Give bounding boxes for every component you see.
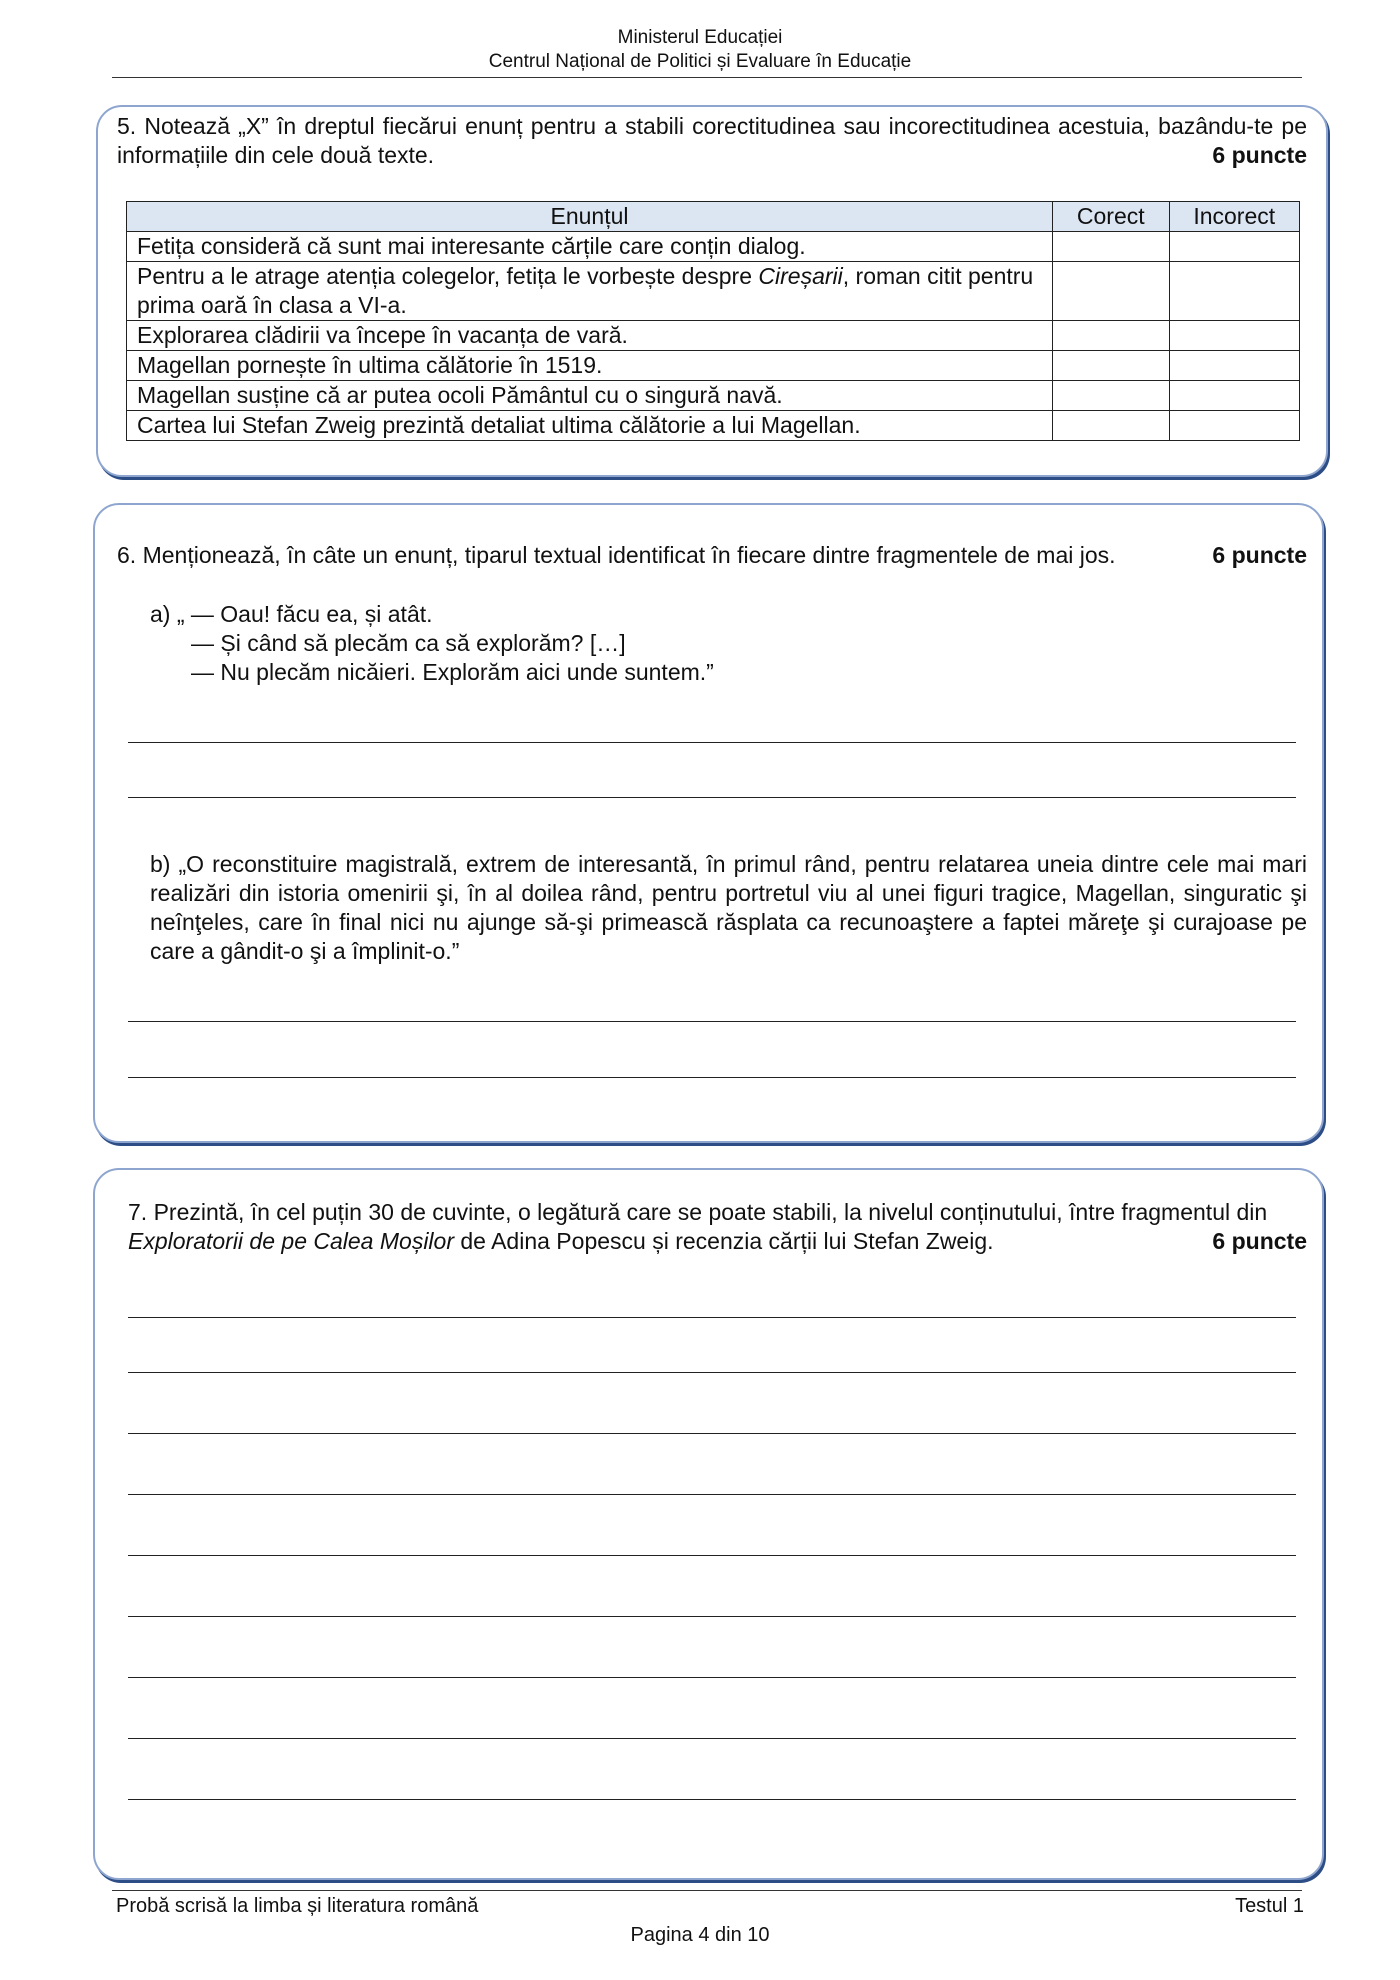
- statement-cell: Explorarea clădirii va începe în vacanța de vară.: [127, 321, 1053, 351]
- page-header: [0, 26, 1400, 74]
- incorrect-cell[interactable]: [1169, 321, 1300, 351]
- question-5-points: 6 puncte: [1212, 142, 1307, 168]
- question-7-box: [93, 1168, 1324, 1880]
- incorrect-cell[interactable]: [1169, 232, 1300, 262]
- column-header-incorrect: Incorect: [1169, 202, 1300, 232]
- statement-cell: Fetița consideră că sunt mai interesante cărțile care conțin dialog.: [127, 232, 1053, 262]
- statement-cell: Magellan pornește în ultima călătorie în 1519.: [127, 351, 1053, 381]
- question-6-box: [93, 503, 1324, 1143]
- answer-line[interactable]: [128, 742, 1296, 743]
- answer-line[interactable]: [128, 1317, 1296, 1318]
- answer-line[interactable]: [128, 1555, 1296, 1556]
- correct-cell[interactable]: [1053, 411, 1169, 441]
- question-7-points: 6 puncte: [1212, 1228, 1307, 1254]
- column-header-statement: Enunțul: [127, 202, 1053, 232]
- statement-cell: Pentru a le atrage atenția colegelor, fetița le vorbește despre Cireșarii, roman citit pentru prima oară în clasa a VI-a.: [127, 262, 1053, 321]
- incorrect-cell[interactable]: [1169, 262, 1300, 321]
- table-row: [127, 262, 1300, 321]
- correct-cell[interactable]: [1053, 351, 1169, 381]
- question-7-text: [128, 1198, 1307, 1256]
- answer-line[interactable]: [128, 1372, 1296, 1373]
- footer-rule: [112, 1890, 1302, 1891]
- incorrect-cell[interactable]: [1169, 381, 1300, 411]
- table-row: [127, 321, 1300, 351]
- header-rule: [112, 77, 1302, 78]
- table-row: [127, 411, 1300, 441]
- footer-subject: Probă scrisă la limba și literatura română: [116, 1895, 479, 1917]
- correct-cell[interactable]: [1053, 232, 1169, 262]
- answer-line[interactable]: [128, 1433, 1296, 1434]
- table-row: [127, 232, 1300, 262]
- correct-cell[interactable]: [1053, 381, 1169, 411]
- center-name: Centrul Național de Politici și Evaluare în Educație: [488, 51, 912, 72]
- incorrect-cell[interactable]: [1169, 411, 1300, 441]
- column-header-correct: Corect: [1053, 202, 1169, 232]
- question-5-prompt: 5. Notează „X” în dreptul fiecărui enunț pentru a stabili corectitudinea sau incorectitudinea acestuia, bazându-te pe informațiile din cele două texte.: [117, 113, 1307, 168]
- table-row: [127, 351, 1300, 381]
- table-row: [127, 381, 1300, 411]
- answer-line[interactable]: [128, 1616, 1296, 1617]
- correct-cell[interactable]: [1053, 262, 1169, 321]
- fragment-a-line-2: — Și când să plecăm ca să explorăm? […]: [191, 630, 626, 656]
- question-6-points: 6 puncte: [1212, 542, 1307, 568]
- book-title: Exploratorii de pe Calea Moșilor: [128, 1228, 454, 1254]
- fragment-a: [150, 600, 714, 687]
- answer-line[interactable]: [128, 1738, 1296, 1739]
- question-6-prompt: 6. Menționează, în câte un enunț, tiparul textual identificat în fiecare dintre fragmentele de mai jos.: [117, 542, 1116, 568]
- question-7-prompt: 7. Prezintă, în cel puțin 30 de cuvinte, o legătură care se poate stabili, la nivelul conținutului, între fragmentul din Exploratorii de pe Calea Moșilor de Adina Popescu și recenzia cărții lui Stefan Zweig.: [128, 1199, 1268, 1254]
- incorrect-cell[interactable]: [1169, 351, 1300, 381]
- answer-line[interactable]: [128, 1021, 1296, 1022]
- fragment-b: b) „O reconstituire magistrală, extrem de interesantă, în primul rând, pentru relatarea uneia dintre cele mai mari realizări din istoria omenirii şi, în al doilea rând, pentru portretul viu al unei figuri tragice, Magellan, singuratic şi neînţeles, care în final nici nu ajunge să-şi primească răsplata ca recunoaştere a faptei măreţe şi curajoase pe care a gândit-o şi a împlinit-o.”: [150, 851, 1307, 964]
- answer-line[interactable]: [128, 1494, 1296, 1495]
- correct-cell[interactable]: [1053, 321, 1169, 351]
- fragment-a-line-3: — Nu plecăm nicăieri. Explorăm aici unde suntem.”: [191, 659, 714, 685]
- page-number: Pagina 4 din 10: [630, 1924, 770, 1946]
- question-6-text: [117, 541, 1307, 570]
- statement-cell: Magellan susține că ar putea ocoli Pământul cu o singură navă.: [127, 381, 1053, 411]
- ministry-name: Ministerul Educației: [617, 27, 783, 48]
- answer-line[interactable]: [128, 797, 1296, 798]
- statement-cell: Cartea lui Stefan Zweig prezintă detaliat ultima călătorie a lui Magellan.: [127, 411, 1053, 441]
- fragment-a-line-1: a) „ — Oau! făcu ea, și atât.: [150, 601, 433, 627]
- answer-line[interactable]: [128, 1677, 1296, 1678]
- answer-line[interactable]: [128, 1077, 1296, 1078]
- statements-table: [126, 201, 1300, 441]
- answer-line[interactable]: [128, 1799, 1296, 1800]
- question-5-text: [117, 112, 1307, 170]
- footer-test-number: Testul 1: [1235, 1895, 1304, 1917]
